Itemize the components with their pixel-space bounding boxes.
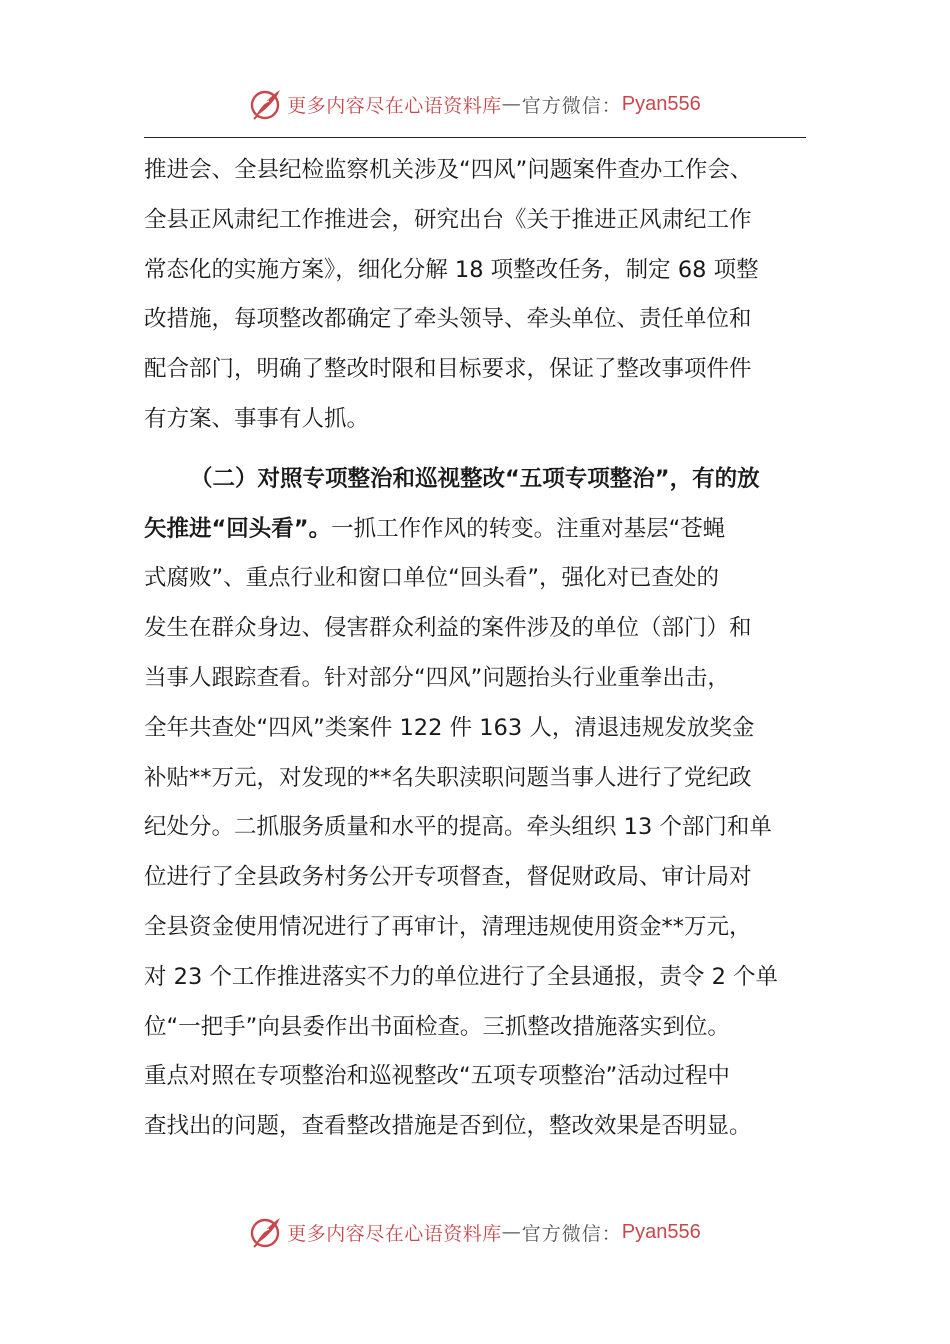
- header-divider: [144, 137, 806, 138]
- text-line: 发生在群众身边、侵害群众利益的案件涉及的单位（部门）和: [144, 615, 752, 642]
- footer-site-text: 更多内容尽在心语资料库: [287, 1222, 502, 1245]
- text-line: 重点对照在专项整治和巡视整改“五项专项整治”活动过程中: [144, 1063, 730, 1090]
- text-line: 全县正风肃纪工作推进会，研究出台《关于推进正风肃纪工作: [144, 206, 752, 233]
- quill-logo-icon: [249, 87, 283, 121]
- text-line: 补贴**万元，对发现的**名失职渎职问题当事人进行了党纪政: [144, 764, 752, 791]
- header-wechat-label: 官方微信：: [521, 94, 622, 117]
- footer-wechat-id: Pyan556: [621, 1220, 701, 1243]
- text-line: 查找出的问题，查看整改措施是否到位，整改效果是否明显。: [144, 1113, 752, 1140]
- header-dash: —: [501, 93, 522, 115]
- header-wechat-id: Pyan556: [621, 92, 701, 115]
- section-heading: （二）对照专项整治和巡视整改“五项专项整治”，有的放: [190, 465, 760, 492]
- text-line: 常态化的实施方案》，细化分解 18 项整改任务，制定 68 项整: [144, 256, 759, 283]
- text-line: 对 23 个工作推进落实不力的单位进行了全县通报，责令 2 个单: [144, 963, 779, 990]
- paragraph-1: [144, 146, 808, 445]
- header-banner: [0, 84, 950, 124]
- header-site-text: 更多内容尽在心语资料库: [287, 94, 502, 117]
- text-line: 推进会、全县纪检监察机关涉及“四风”问题案件查办工作会、: [144, 157, 753, 183]
- text-line: 有方案、事事有人抓。: [144, 405, 370, 432]
- section-heading-continued: 矢推进“回头看”。: [144, 515, 332, 542]
- text-line: [144, 505, 808, 555]
- text-line: 全年共查处“四风”类案件 122 件 163 人，清退违规发放奖金: [144, 714, 755, 741]
- text-line: 式腐败”、重点行业和窗口单位“回头看”，强化对已查处的: [144, 565, 719, 592]
- text-line: 位进行了全县政务村务公开专项督查，督促财政局、审计局对: [144, 864, 752, 891]
- paragraph-2: [144, 455, 808, 1152]
- footer-banner: [0, 1212, 950, 1252]
- text-line: 位“一把手”向县委作出书面检查。三抓整改措施落实到位。: [144, 1013, 730, 1040]
- text-line: 纪处分。二抓服务质量和水平的提高。牵头组织 13 个部门和单: [144, 814, 772, 841]
- quill-logo-icon: [249, 1215, 283, 1249]
- text-line: 改措施，每项整改都确定了牵头领导、牵头单位、责任单位和: [144, 306, 752, 333]
- text-line: 全县资金使用情况进行了再审计，清理违规使用资金**万元，: [144, 913, 752, 940]
- text-segment: 一抓工作作风的转变。注重对基层“苍蝇: [331, 515, 726, 542]
- footer-dash: —: [501, 1221, 522, 1243]
- text-line: 当事人跟踪查看。针对部分“四风”问题抬头行业重拳出击，: [144, 664, 730, 691]
- footer-wechat-label: 官方微信：: [521, 1222, 622, 1245]
- document-body: [144, 146, 808, 1152]
- text-line: 配合部门，明确了整改时限和目标要求，保证了整改事项件件: [144, 356, 752, 383]
